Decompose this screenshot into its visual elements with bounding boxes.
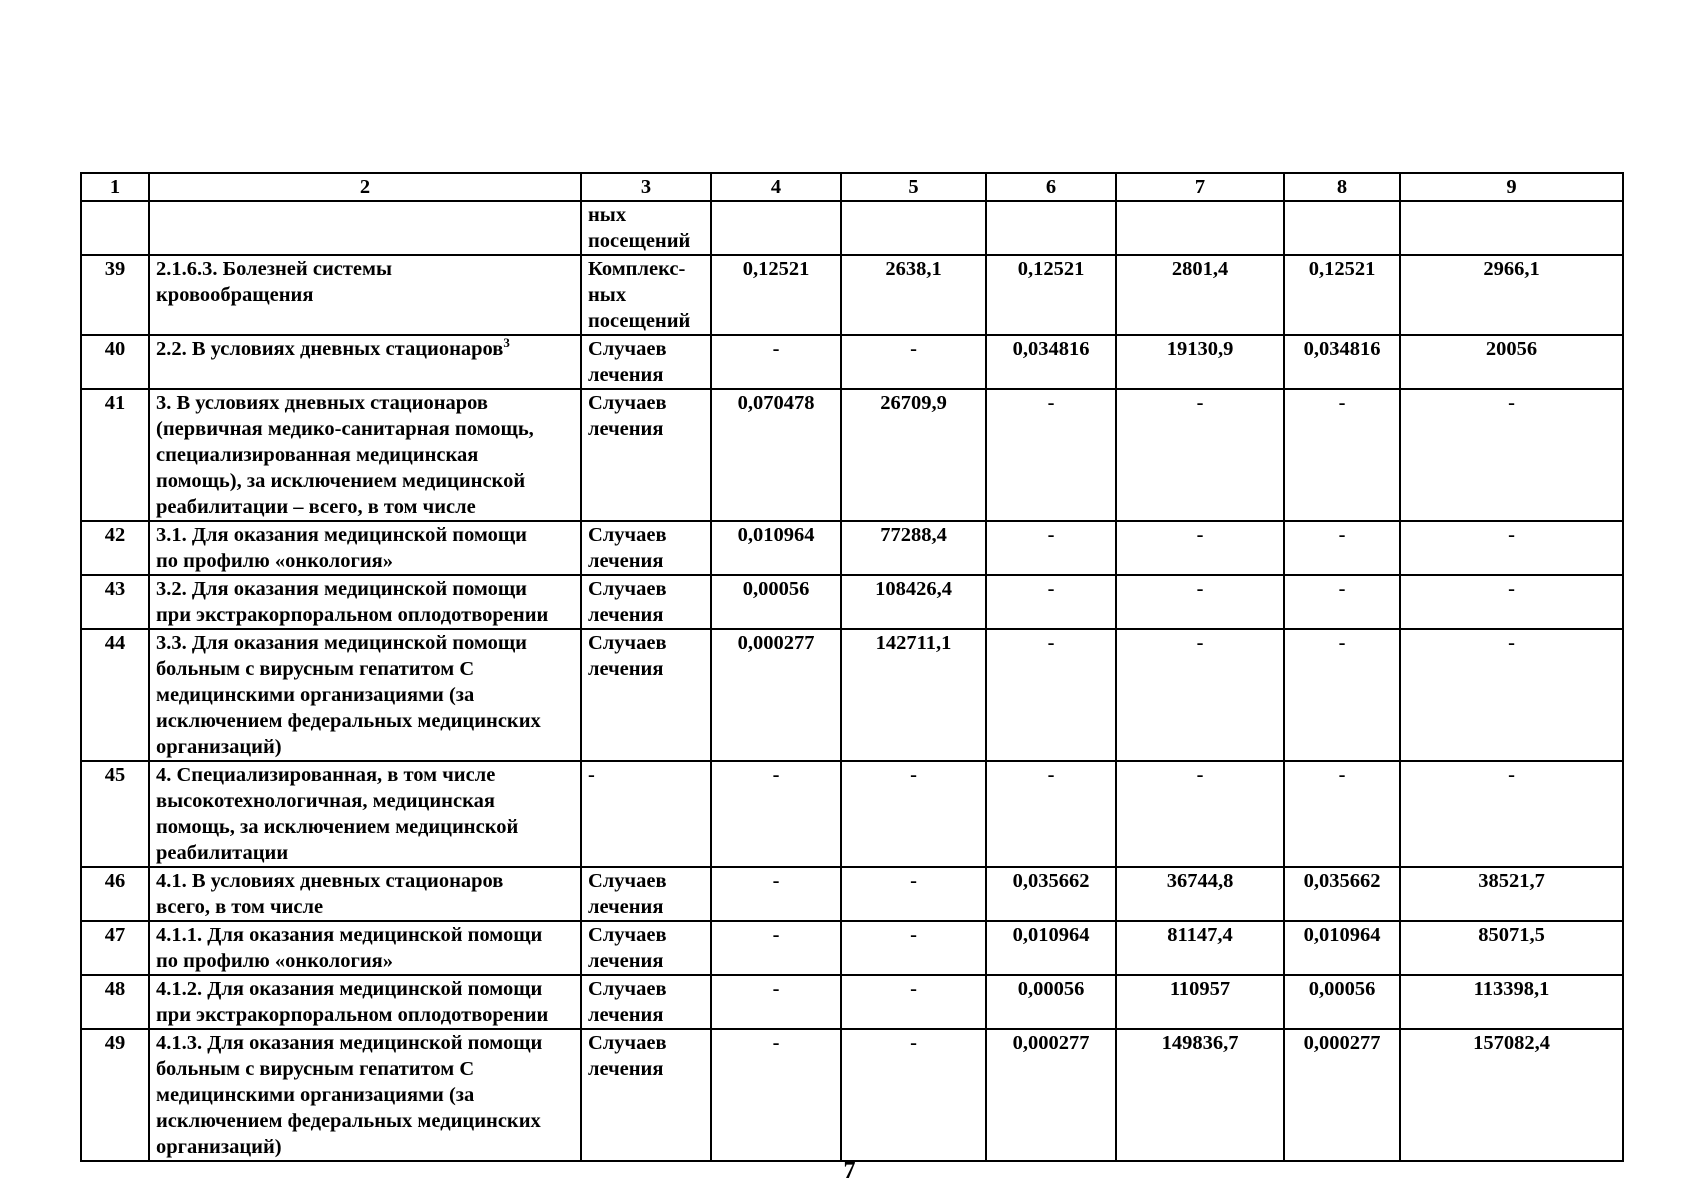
value-cell-col7: 110957 [1116, 975, 1284, 1029]
indicator-name-cell: 3. В условиях дневных стационаров (первичная медико-санитарная помощь, специализированная медицинская помощь), за исключением медицинской реабилитации – всего, в том числе [149, 389, 581, 521]
row-number-cell: 41 [81, 389, 149, 521]
value-cell-col6: - [986, 629, 1116, 761]
value-cell-col5: - [841, 761, 986, 867]
row-number-cell: 49 [81, 1029, 149, 1161]
unit-cell: Случаев лечения [581, 867, 711, 921]
value-cell-col9: - [1400, 389, 1623, 521]
indicator-name-cell [149, 201, 581, 255]
value-cell-col5: - [841, 921, 986, 975]
value-cell-col5: 108426,4 [841, 575, 986, 629]
row-number-cell: 45 [81, 761, 149, 867]
header-cell: 4 [711, 173, 841, 201]
indicator-name-cell: 4. Специализированная, в том числе высокотехнологичная, медицинская помощь, за исключением медицинской реабилитации [149, 761, 581, 867]
value-cell-col5: - [841, 1029, 986, 1161]
unit-cell: Комплекс- ных посещений [581, 255, 711, 335]
indicator-name-cell: 4.1.3. Для оказания медицинской помощи больным с вирусным гепатитом С медицинскими организациями (за исключением федеральных медицинских организаций) [149, 1029, 581, 1161]
table-row [81, 575, 1623, 629]
value-cell-col8 [1284, 201, 1400, 255]
value-cell-col7: - [1116, 575, 1284, 629]
row-number-cell: 48 [81, 975, 149, 1029]
header-cell: 5 [841, 173, 986, 201]
value-cell-col9: - [1400, 761, 1623, 867]
value-cell-col4: - [711, 867, 841, 921]
value-cell-col6: - [986, 761, 1116, 867]
value-cell-col8: - [1284, 575, 1400, 629]
value-cell-col7: - [1116, 521, 1284, 575]
header-cell: 9 [1400, 173, 1623, 201]
value-cell-col6: 0,00056 [986, 975, 1116, 1029]
value-cell-col7: 2801,4 [1116, 255, 1284, 335]
table-row [81, 521, 1623, 575]
unit-cell: Случаев лечения [581, 1029, 711, 1161]
value-cell-col4: 0,070478 [711, 389, 841, 521]
value-cell-col4: 0,12521 [711, 255, 841, 335]
table-row [81, 867, 1623, 921]
value-cell-col8: 0,010964 [1284, 921, 1400, 975]
unit-cell: Случаев лечения [581, 575, 711, 629]
unit-cell: Случаев лечения [581, 389, 711, 521]
table-row [81, 761, 1623, 867]
table-row [81, 255, 1623, 335]
value-cell-col5: - [841, 335, 986, 389]
indicator-name-cell: 4.1.2. Для оказания медицинской помощи при экстракорпоральном оплодотворении [149, 975, 581, 1029]
header-cell: 7 [1116, 173, 1284, 201]
row-number-cell [81, 201, 149, 255]
value-cell-col8: 0,035662 [1284, 867, 1400, 921]
value-cell-col4: - [711, 1029, 841, 1161]
value-cell-col7 [1116, 201, 1284, 255]
indicator-name-cell: 3.1. Для оказания медицинской помощи по профилю «онкология» [149, 521, 581, 575]
value-cell-col4 [711, 201, 841, 255]
unit-cell: Случаев лечения [581, 921, 711, 975]
value-cell-col7: 19130,9 [1116, 335, 1284, 389]
value-cell-col4: - [711, 921, 841, 975]
value-cell-col8: 0,000277 [1284, 1029, 1400, 1161]
value-cell-col7: 36744,8 [1116, 867, 1284, 921]
value-cell-col8: 0,00056 [1284, 975, 1400, 1029]
header-cell: 3 [581, 173, 711, 201]
value-cell-col6: 0,035662 [986, 867, 1116, 921]
unit-cell: Случаев лечения [581, 629, 711, 761]
unit-cell: Случаев лечения [581, 975, 711, 1029]
value-cell-col4: 0,010964 [711, 521, 841, 575]
value-cell-col9: 20056 [1400, 335, 1623, 389]
value-cell-col9: 157082,4 [1400, 1029, 1623, 1161]
value-cell-col5: 26709,9 [841, 389, 986, 521]
indicator-name-cell: 2.1.6.3. Болезней системы кровообращения [149, 255, 581, 335]
table-row [81, 389, 1623, 521]
value-cell-col5: - [841, 975, 986, 1029]
value-cell-col6: 0,010964 [986, 921, 1116, 975]
value-cell-col5: 77288,4 [841, 521, 986, 575]
value-cell-col8: 0,12521 [1284, 255, 1400, 335]
value-cell-col8: - [1284, 521, 1400, 575]
header-cell: 2 [149, 173, 581, 201]
value-cell-col8: - [1284, 629, 1400, 761]
row-number-cell: 44 [81, 629, 149, 761]
table-body [81, 201, 1623, 1161]
value-cell-col6 [986, 201, 1116, 255]
value-cell-col6: - [986, 575, 1116, 629]
value-cell-col4: - [711, 335, 841, 389]
indicator-name-cell: 2.2. В условиях дневных стационаров$^3$ [149, 335, 581, 389]
value-cell-col7: - [1116, 629, 1284, 761]
indicator-name-cell: 4.1.1. Для оказания медицинской помощи по профилю «онкология» [149, 921, 581, 975]
page-number: 7 [843, 1158, 856, 1184]
row-number-cell: 46 [81, 867, 149, 921]
table-row [81, 975, 1623, 1029]
value-cell-col4: 0,00056 [711, 575, 841, 629]
value-cell-col9: 38521,7 [1400, 867, 1623, 921]
value-cell-col5: 2638,1 [841, 255, 986, 335]
value-cell-col8: - [1284, 761, 1400, 867]
indicator-name-cell: 3.2. Для оказания медицинской помощи при экстракорпоральном оплодотворении [149, 575, 581, 629]
header-row [81, 173, 1623, 201]
value-cell-col6: 0,034816 [986, 335, 1116, 389]
header-cell: 8 [1284, 173, 1400, 201]
value-cell-col6: 0,12521 [986, 255, 1116, 335]
value-cell-col8: - [1284, 389, 1400, 521]
unit-cell: ных посещений [581, 201, 711, 255]
row-number-cell: 40 [81, 335, 149, 389]
value-cell-col9: 2966,1 [1400, 255, 1623, 335]
value-cell-col6: 0,000277 [986, 1029, 1116, 1161]
value-cell-col6: - [986, 521, 1116, 575]
row-number-cell: 42 [81, 521, 149, 575]
value-cell-col9: 85071,5 [1400, 921, 1623, 975]
value-cell-col9: - [1400, 575, 1623, 629]
header-cell: 1 [81, 173, 149, 201]
data-table [80, 172, 1624, 1162]
value-cell-col6: - [986, 389, 1116, 521]
row-number-cell: 47 [81, 921, 149, 975]
table-row [81, 335, 1623, 389]
value-cell-col5: - [841, 867, 986, 921]
table-row [81, 629, 1623, 761]
value-cell-col5: 142711,1 [841, 629, 986, 761]
value-cell-col9: - [1400, 521, 1623, 575]
row-number-cell: 43 [81, 575, 149, 629]
value-cell-col7: 81147,4 [1116, 921, 1284, 975]
unit-cell: - [581, 761, 711, 867]
value-cell-col9: - [1400, 629, 1623, 761]
table-row [81, 1029, 1623, 1161]
value-cell-col9 [1400, 201, 1623, 255]
value-cell-col5 [841, 201, 986, 255]
value-cell-col8: 0,034816 [1284, 335, 1400, 389]
unit-cell: Случаев лечения [581, 335, 711, 389]
value-cell-col7: - [1116, 761, 1284, 867]
value-cell-col9: 113398,1 [1400, 975, 1623, 1029]
table-row [81, 201, 1623, 255]
row-number-cell: 39 [81, 255, 149, 335]
value-cell-col7: - [1116, 389, 1284, 521]
table-row [81, 921, 1623, 975]
header-cell: 6 [986, 173, 1116, 201]
unit-cell: Случаев лечения [581, 521, 711, 575]
value-cell-col4: - [711, 975, 841, 1029]
indicator-name-cell: 4.1. В условиях дневных стационаров всего, в том числе [149, 867, 581, 921]
value-cell-col4: - [711, 761, 841, 867]
value-cell-col4: 0,000277 [711, 629, 841, 761]
footnote-marker: 3 [503, 335, 510, 351]
indicator-name-cell: 3.3. Для оказания медицинской помощи больным с вирусным гепатитом С медицинскими организациями (за исключением федеральных медицинских организаций) [149, 629, 581, 761]
value-cell-col7: 149836,7 [1116, 1029, 1284, 1161]
